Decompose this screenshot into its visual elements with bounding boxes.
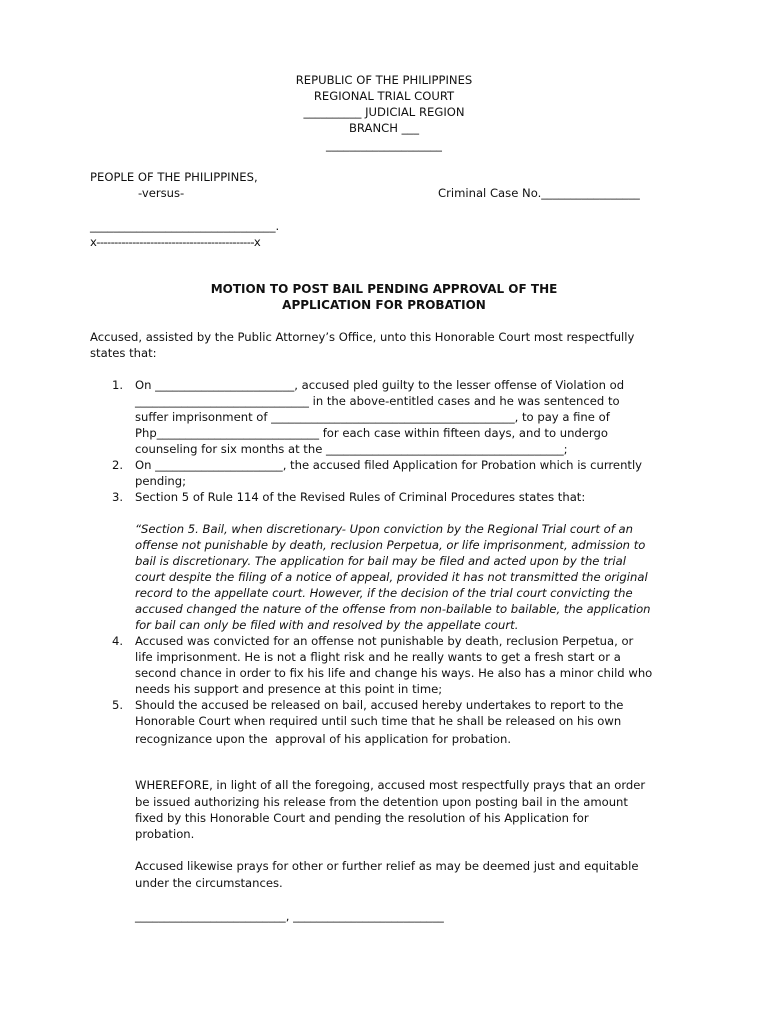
item-5-line: Honorable Court when required until such time that he shall be released on his own bbox=[135, 714, 622, 728]
versus: -versus- bbox=[138, 186, 185, 200]
wherefore-line: fixed by this Honorable Court and pending the resolution of his Application for bbox=[135, 811, 589, 825]
item-2-line: On ______________________, the accused filed Application for Probation which is currently bbox=[135, 458, 643, 472]
header-blank-line: ____________________ bbox=[326, 138, 442, 152]
header-branch: BRANCH ___ bbox=[348, 121, 420, 135]
wherefore-line: probation. bbox=[135, 827, 195, 841]
quote-line: accused changed the nature of the offense from non-bailable to bailable, the application bbox=[135, 602, 651, 616]
likewise-line: under the circumstances. bbox=[135, 876, 283, 890]
motion-title-line-1: MOTION TO POST BAIL PENDING APPROVAL OF THE bbox=[210, 282, 558, 296]
criminal-case-no: Criminal Case No._________________ bbox=[438, 186, 640, 200]
signature-line: __________________________, __________________________ bbox=[135, 909, 444, 923]
quote-line: court despite the filing of a notice of appeal, provided it has not transmitted the original bbox=[135, 570, 648, 584]
wherefore-line: WHEREFORE, in light of all the foregoing, accused most respectfully prays that an order bbox=[135, 778, 646, 792]
item-1-line: On ________________________, accused pled guilty to the lesser offense of Violation od bbox=[135, 378, 625, 392]
item-4-line: needs his support and presence at this point in time; bbox=[135, 682, 443, 696]
header-court: REGIONAL TRIAL COURT bbox=[313, 89, 455, 103]
item-5-line: recognizance upon the approval of his application for probation. bbox=[135, 732, 512, 746]
item-2-line: pending; bbox=[135, 474, 187, 488]
quote-line: for bail can only be filed with and resolved by the appellate court. bbox=[135, 618, 519, 632]
item-1-line: suffer imprisonment of __________________________________________, to pay a fine of bbox=[135, 410, 610, 424]
motion-title-line-2: APPLICATION FOR PROBATION bbox=[282, 298, 486, 312]
wherefore-line: be issued authorizing his release from the detention upon posting bail in the amount bbox=[135, 795, 628, 809]
quote-line: record to the appellate court. However, if the decision of the trial court convicting the bbox=[135, 586, 633, 600]
item-5-line: Should the accused be released on bail, accused hereby undertakes to report to the bbox=[135, 698, 624, 712]
item-4-line: life imprisonment. He is not a flight risk and he really wants to get a fresh start or a bbox=[135, 650, 621, 664]
header-republic: REPUBLIC OF THE PHILIPPINES bbox=[295, 73, 473, 87]
item-1-line: ______________________________ in the above-entitled cases and he was sentenced to bbox=[135, 394, 620, 408]
item-number: 2. bbox=[112, 458, 124, 472]
intro-line-1: Accused, assisted by the Public Attorney’s Office, unto this Honorable Court most respectfully bbox=[90, 330, 635, 344]
item-4-line: second chance in order to fix his life and change his ways. He also has a minor child who bbox=[135, 666, 653, 680]
item-number: 3. bbox=[112, 490, 124, 504]
quote-line: “Section 5. Bail, when discretionary- Upon conviction by the Regional Trial court of an bbox=[135, 522, 633, 536]
item-1-line: counseling for six months at the _________________________________________; bbox=[135, 442, 568, 456]
quote-line: offense not punishable by death, reclusion Perpetua, or life imprisonment, admission to bbox=[135, 538, 646, 552]
likewise-line: Accused likewise prays for other or further relief as may be deemed just and equitable bbox=[135, 859, 639, 873]
header-region: __________ JUDICIAL REGION bbox=[303, 105, 465, 119]
item-number: 4. bbox=[112, 634, 124, 648]
quote-line: bail is discretionary. The application for bail may be filed and acted upon by the trial bbox=[135, 554, 626, 568]
plaintiff: PEOPLE OF THE PHILIPPINES, bbox=[90, 170, 258, 184]
intro-line-2: states that: bbox=[90, 346, 157, 360]
caption-separator: x--------------------------------------------x bbox=[90, 235, 261, 249]
item-1-line: Php____________________________ for each case within fifteen days, and to undergo bbox=[135, 426, 608, 440]
item-number: 1. bbox=[112, 378, 124, 392]
item-number: 5. bbox=[112, 698, 124, 712]
item-3-line: Section 5 of Rule 114 of the Revised Rules of Criminal Procedures states that: bbox=[135, 490, 586, 504]
item-4-line: Accused was convicted for an offense not punishable by death, reclusion Perpetua, or bbox=[135, 634, 634, 648]
accused-name-line: ________________________________. bbox=[90, 219, 280, 233]
